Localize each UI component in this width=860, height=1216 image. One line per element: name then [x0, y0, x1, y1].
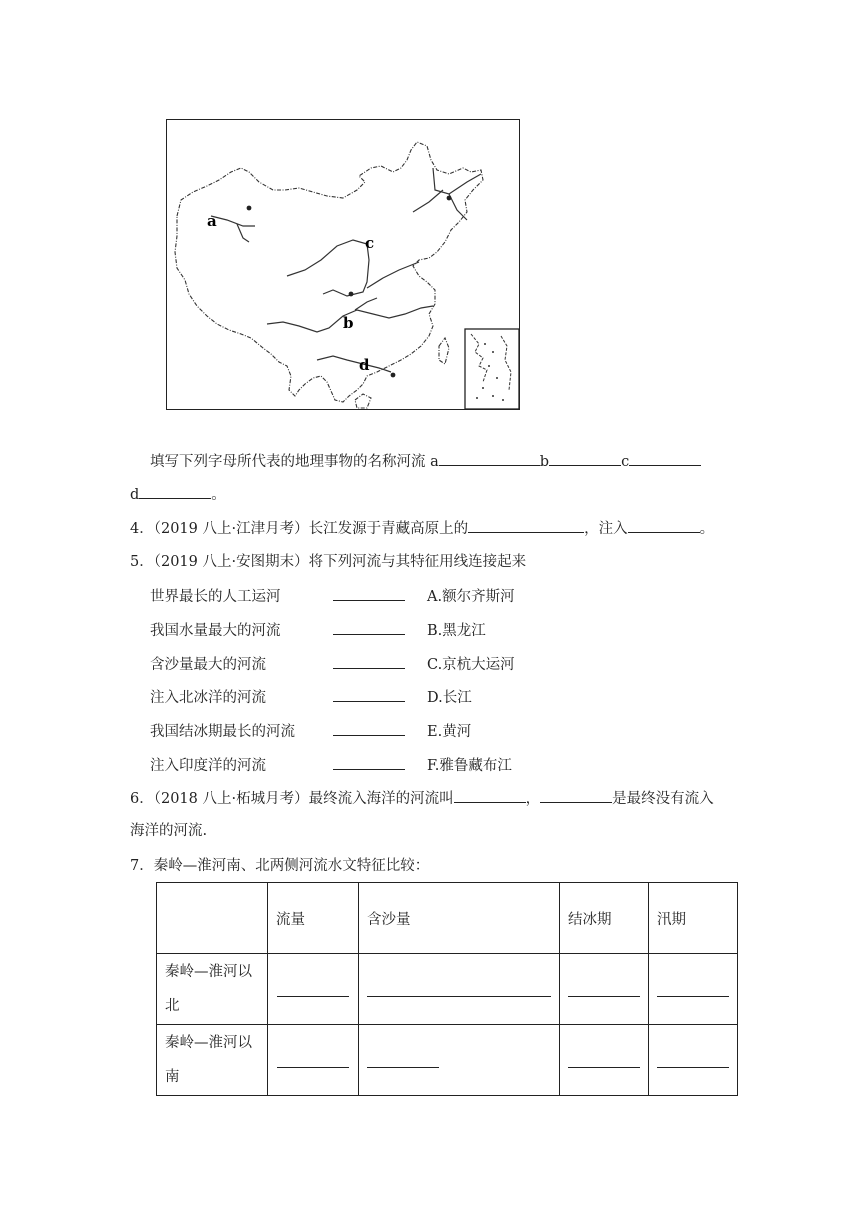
q4-text3: 。	[699, 521, 715, 537]
q5-number: 5．	[130, 554, 154, 570]
q6-text1: 最终流入海洋的河流叫	[308, 791, 454, 807]
q6-number: 6．	[130, 791, 154, 807]
q5-blank[interactable]	[333, 721, 405, 736]
q5-right-item: A.额尔齐斯河	[427, 589, 515, 605]
q3-label-d: d	[130, 487, 140, 503]
q3-label-b: b	[539, 454, 550, 470]
row-label-line2: 南	[165, 1069, 180, 1085]
q6-text2: ，	[525, 791, 541, 807]
map-label-d: d	[359, 356, 370, 374]
map-outline	[167, 120, 521, 411]
q3-line1	[150, 451, 701, 472]
q7-line	[130, 856, 429, 876]
q5-text: 将下列河流与其特征用线连接起来	[308, 554, 527, 570]
south-china-sea-inset	[465, 329, 519, 409]
q3-blank-a[interactable]	[439, 451, 540, 466]
q5-left-item: 世界最长的人工运河	[150, 589, 281, 605]
q3-blank-c[interactable]	[629, 451, 701, 466]
q4-blank-2[interactable]	[628, 518, 700, 533]
cell-north-flood[interactable]	[649, 954, 738, 1025]
row-label-line1: 秦岭—淮河以	[165, 964, 252, 980]
table-header-sediment: 含沙量	[359, 883, 560, 954]
q7-text: 秦岭—淮河南、北两侧河流水文特征比较：	[153, 858, 430, 874]
row-label-south	[157, 1025, 268, 1096]
cell-south-sediment[interactable]	[359, 1025, 560, 1096]
table-header-freeze: 结冰期	[560, 883, 649, 954]
china-river-map	[166, 119, 520, 410]
q3-blank-b[interactable]	[549, 451, 621, 466]
q5-blank[interactable]	[333, 755, 405, 770]
q5-blank[interactable]	[333, 687, 405, 702]
q3-text: 填写下列字母所代表的地理事物的名称河流 a	[150, 454, 439, 470]
q5-left-item: 含沙量最大的河流	[150, 657, 266, 673]
q5-left-item: 我国水量最大的河流	[150, 623, 281, 639]
table-header-flood: 汛期	[649, 883, 738, 954]
q5-right-item: E.黄河	[427, 724, 472, 740]
table-row	[157, 954, 738, 1025]
q4-line	[130, 518, 714, 539]
q6-text3: 是最终没有流入	[612, 791, 714, 807]
q5-line	[130, 552, 526, 572]
q6-source: （2018 八上·柘城月考）	[153, 791, 309, 807]
table-header-flow: 流量	[268, 883, 359, 954]
q5-right-item: D.长江	[427, 690, 472, 706]
cell-north-freeze[interactable]	[560, 954, 649, 1025]
q5-blank[interactable]	[333, 586, 405, 601]
q5-left-item: 注入北冰洋的河流	[150, 690, 266, 706]
q5-blank[interactable]	[333, 654, 405, 669]
q5-right-item: C.京杭大运河	[427, 657, 515, 673]
q3-end: 。	[211, 487, 226, 503]
q6-blank-2[interactable]	[540, 788, 612, 803]
q4-text1: 长江发源于青藏高原上的	[308, 521, 469, 537]
q6-blank-1[interactable]	[454, 788, 526, 803]
map-label-b: b	[343, 314, 354, 332]
cell-north-sediment[interactable]	[359, 954, 560, 1025]
q4-number: 4．	[130, 521, 154, 537]
q4-text2: ，注入	[584, 521, 628, 537]
cell-north-flow[interactable]	[268, 954, 359, 1025]
cell-south-freeze[interactable]	[560, 1025, 649, 1096]
q4-source: （2019 八上·江津月考）	[153, 521, 309, 537]
q6-line2: 海洋的河流.	[130, 823, 208, 839]
cell-south-flood[interactable]	[649, 1025, 738, 1096]
row-label-line1: 秦岭—淮河以	[165, 1035, 252, 1051]
row-label-north	[157, 954, 268, 1025]
q7-comparison-table	[156, 882, 738, 1096]
table-header-row	[157, 883, 738, 954]
q5-blank[interactable]	[333, 620, 405, 635]
q4-blank-1[interactable]	[468, 518, 584, 533]
q5-left-item: 我国结冰期最长的河流	[150, 724, 295, 740]
q5-left-item: 注入印度洋的河流	[150, 758, 266, 774]
q3-line2	[130, 484, 226, 505]
row-label-line2: 北	[165, 998, 180, 1014]
q5-right-item: F.雅鲁藏布江	[427, 758, 512, 774]
table-row	[157, 1025, 738, 1096]
q3-blank-d[interactable]	[139, 484, 211, 499]
q5-right-item: B.黑龙江	[427, 623, 486, 639]
q6-line1	[130, 788, 714, 809]
map-label-c: c	[365, 234, 375, 252]
q3-label-c: c	[621, 454, 630, 470]
q7-number: 7．	[130, 858, 154, 874]
cell-south-flow[interactable]	[268, 1025, 359, 1096]
map-label-a: a	[207, 212, 217, 230]
q5-source: （2019 八上·安图期末）	[153, 554, 309, 570]
table-header-empty	[157, 883, 268, 954]
